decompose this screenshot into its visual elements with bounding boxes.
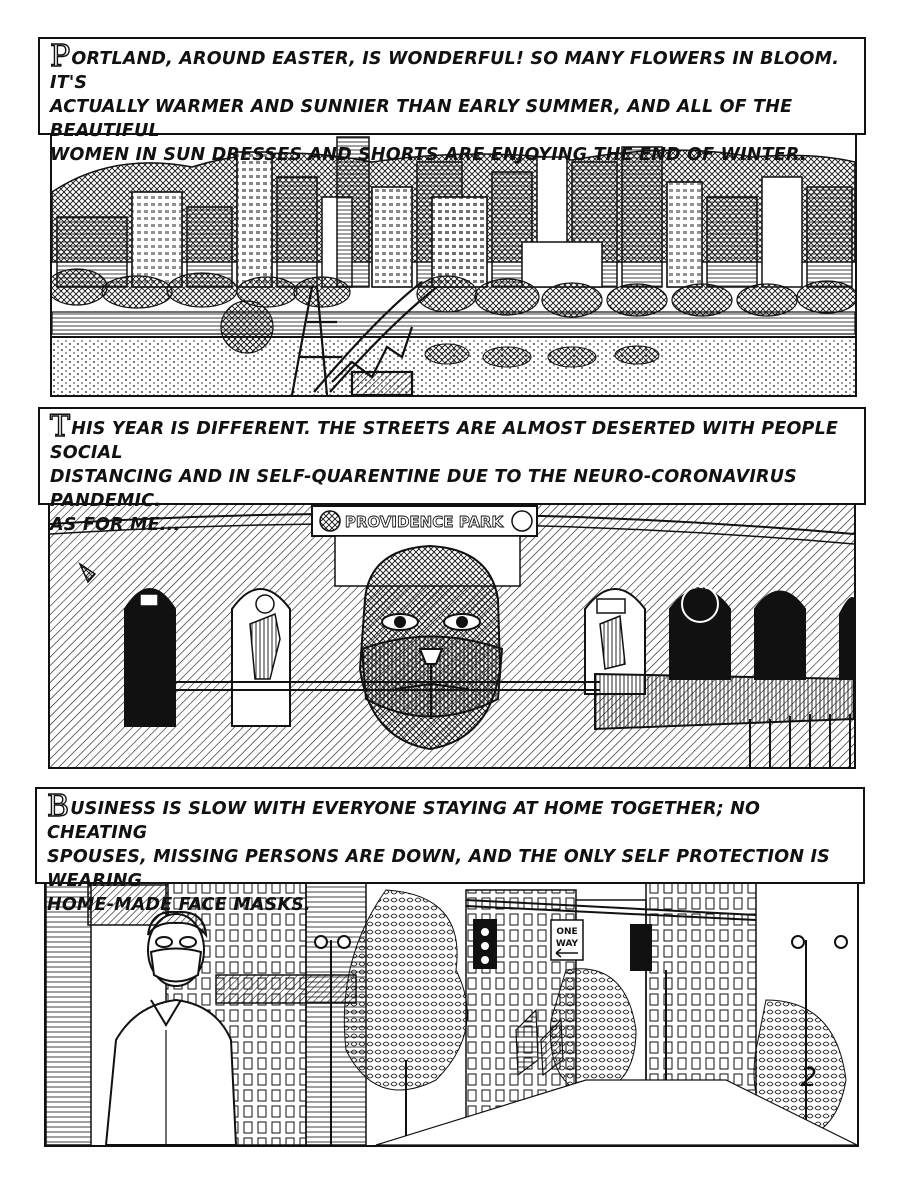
stadium-illustration bbox=[50, 504, 854, 767]
one-way-text-1: ONE bbox=[556, 927, 578, 937]
eye-icon bbox=[320, 511, 340, 531]
caption-text: USINESS IS SLOW WITH EVERYONE STAYING AT HOME TOGETHER; NO CHEATING SPOUSES, MISSING PERSONS ARE DOWN, AND THE ONLY SELF PROTECTION IS WEARING HOME-MADE FACE MASKS. bbox=[47, 799, 830, 915]
caption-text: ORTLAND, AROUND EASTER, IS WONDERFUL! SO MANY FLOWERS IN BLOOM. IT'S ACTUALLY WARMER AND SUNNIER THAN EARLY SUMMER, AND ALL OF THE BEAUTIFUL WOMEN IN SUN DRESSES AND SHORTS ARE ENJOYING THE END OF WINTER. bbox=[50, 49, 840, 165]
caption-box-1 bbox=[38, 37, 866, 165]
one-way-sign bbox=[551, 920, 583, 960]
masked-face-mural bbox=[360, 546, 502, 749]
caption-box-3 bbox=[35, 787, 865, 915]
panel-city-skyline bbox=[50, 130, 857, 397]
face-mask bbox=[151, 949, 201, 982]
panel-stadium-mural bbox=[48, 502, 856, 769]
street-illustration bbox=[46, 880, 857, 1145]
stadium-sign-text: PROVIDENCE PARK bbox=[344, 513, 504, 531]
drop-cap-letter: T bbox=[50, 409, 71, 444]
drop-cap-letter: P bbox=[50, 39, 71, 74]
drop-cap-letter: B bbox=[47, 789, 70, 824]
page-number: 2 bbox=[800, 1063, 817, 1093]
panel-street-scene bbox=[44, 878, 859, 1147]
caption-text: HIS YEAR IS DIFFERENT. THE STREETS ARE ALMOST DESERTED WITH PEOPLE SOCIAL DISTANCING AND IN SELF-QUARENTINE DUE TO THE NEURO-CORONAVIRUS PANDEMIC. AS FOR ME... bbox=[50, 419, 839, 535]
skyline-illustration bbox=[52, 132, 855, 395]
one-way-text-2: WAY bbox=[555, 939, 579, 949]
